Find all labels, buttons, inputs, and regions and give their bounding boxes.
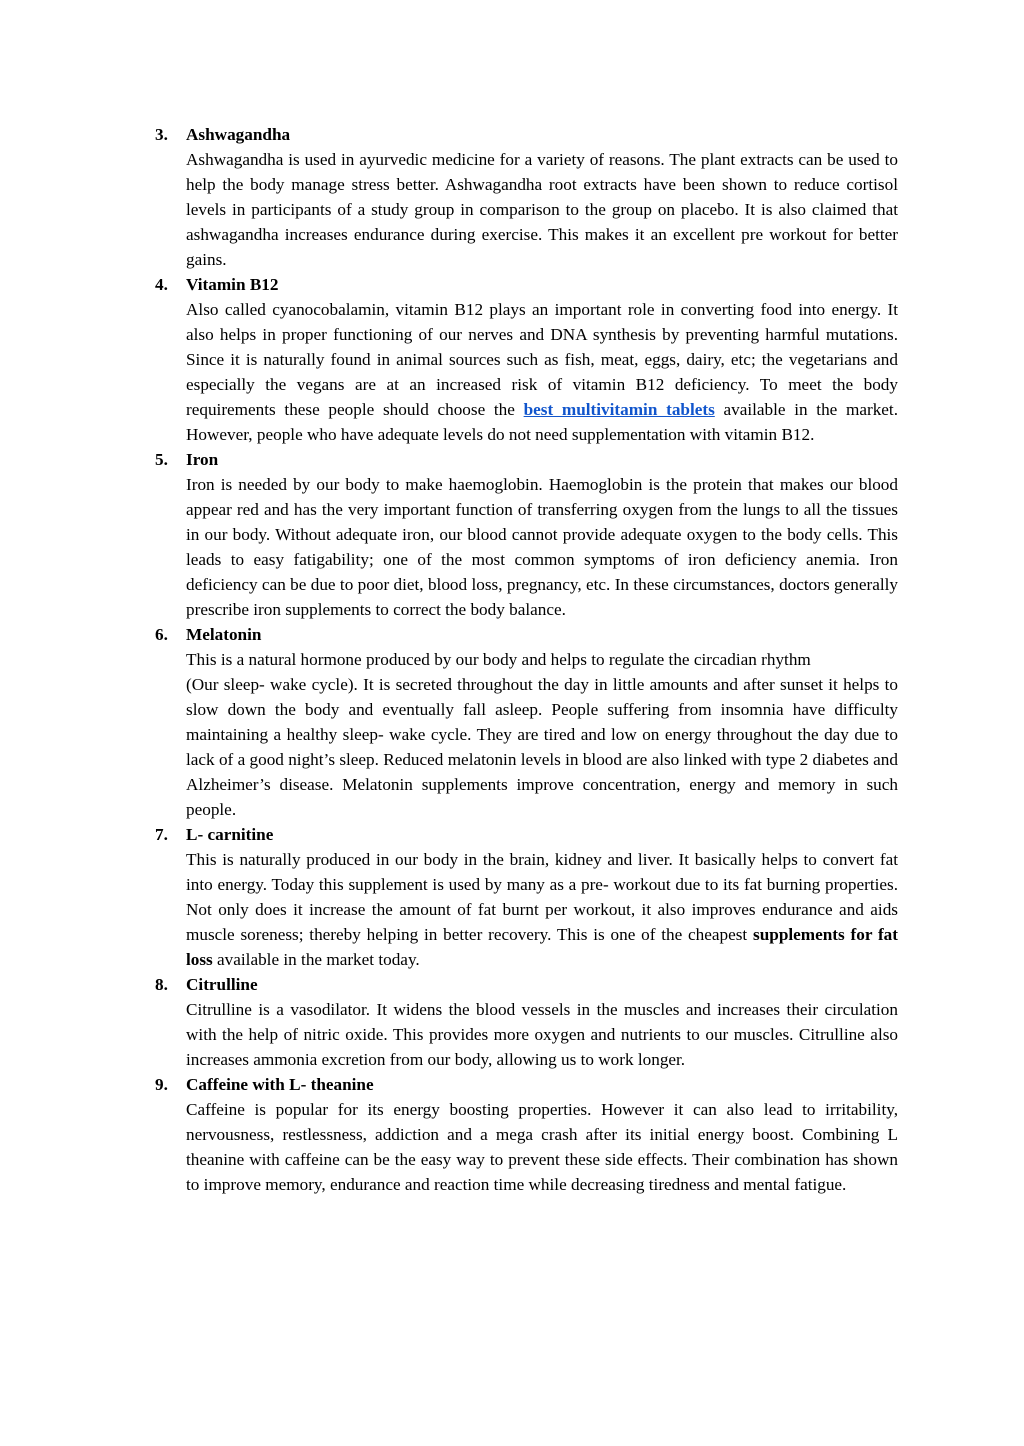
item-heading: Caffeine with L- theanine (186, 1075, 374, 1094)
multivitamin-link[interactable]: best multivitamin tablets (523, 400, 715, 419)
bold-phrase: supplements for fat loss (186, 925, 898, 969)
list-item-ashwagandha (0, 122, 1024, 272)
supplement-list (0, 122, 1024, 1197)
item-heading: Vitamin B12 (186, 275, 279, 294)
item-paragraph (186, 297, 898, 447)
list-item-caffeine-l-theanine (0, 1072, 1024, 1197)
item-number: 8. (155, 975, 168, 994)
paragraph-text: Also called cyanocobalamin, vitamin B12 plays an important role in converting food into energy. It also helps in proper functioning of our nerves and DNA synthesis by preventing harmful mutations. Since it is naturally found in animal sources such as fish, meat, eggs, dairy, etc; the vegetarians and especially the vegans are at an increased risk of vitamin B12 deficiency. To meet the body requirements these people should choose the (186, 300, 898, 419)
item-paragraph: (Our sleep- wake cycle). It is secreted throughout the day in little amounts and after sunset it helps to slow down the body and eventually fall asleep. People suffering from insomnia have difficulty maintaining a healthy sleep- wake cycle. They are tired and low on energy throughout the day due to lack of a good night’s sleep. Reduced melatonin levels in blood are also linked with type 2 diabetes and Alzheimer’s disease. Melatonin supplements improve concentration, energy and memory in such people. (186, 675, 898, 819)
list-item-citrulline (0, 972, 1024, 1072)
list-item-iron (0, 447, 1024, 622)
item-paragraph: Caffeine is popular for its energy boosting properties. However it can also lead to irritability, nervousness, restlessness, addiction and a mega crash after its initial energy boost. Combining L theanine with caffeine can be the easy way to prevent these side effects. Their combination has shown to improve memory, endurance and reaction time while decreasing tiredness and mental fatigue. (186, 1100, 898, 1194)
item-number: 6. (155, 625, 168, 644)
list-item-vitamin-b12 (0, 272, 1024, 447)
item-number: 5. (155, 450, 168, 469)
item-paragraph: Iron is needed by our body to make haemoglobin. Haemoglobin is the protein that makes our blood appear red and has the very important function of transferring oxygen from the lungs to all the tissues in our body. Without adequate iron, our blood cannot provide adequate oxygen to the body cells. This leads to easy fatigability; one of the most common symptoms of iron deficiency anemia. Iron deficiency can be due to poor diet, blood loss, pregnancy, etc. In these circumstances, doctors generally prescribe iron supplements to correct the body balance. (186, 475, 898, 619)
list-item-melatonin (0, 622, 1024, 822)
item-paragraph-line: This is a natural hormone produced by our body and helps to regulate the circadian rhythm (186, 650, 811, 669)
item-heading: Melatonin (186, 625, 262, 644)
item-heading: L- carnitine (186, 825, 274, 844)
paragraph-text: available in the market. However, people who have adequate levels do not need supplementation with vitamin B12. (186, 400, 898, 444)
item-number: 9. (155, 1075, 168, 1094)
paragraph-text: available in the market today. (212, 950, 420, 969)
item-paragraph: Citrulline is a vasodilator. It widens the blood vessels in the muscles and increases their circulation with the help of nitric oxide. This provides more oxygen and nutrients to our muscles. Citrulline also increases ammonia excretion from our body, allowing us to work longer. (186, 1000, 898, 1069)
item-paragraph (186, 847, 898, 972)
item-heading: Iron (186, 450, 219, 469)
item-paragraph: Ashwagandha is used in ayurvedic medicine for a variety of reasons. The plant extracts can be used to help the body manage stress better. Ashwagandha root extracts have been shown to reduce cortisol levels in participants of a study group in comparison to the group on placebo. It is also claimed that ashwagandha increases endurance during exercise. This makes it an excellent pre workout for better gains. (186, 150, 898, 269)
list-item-l-carnitine (0, 822, 1024, 972)
item-heading: Citrulline (186, 975, 258, 994)
paragraph-text: This is naturally produced in our body in the brain, kidney and liver. It basically helps to convert fat into energy. Today this supplement is used by many as a pre- workout due to its fat burning properties. Not only does it increase the amount of fat burnt per workout, it also improves endurance and aids muscle soreness; thereby helping in better recovery. This is one of the cheapest (186, 850, 898, 944)
item-heading: Ashwagandha (186, 125, 291, 144)
item-number: 3. (155, 125, 168, 144)
item-number: 7. (155, 825, 168, 844)
item-number: 4. (155, 275, 168, 294)
